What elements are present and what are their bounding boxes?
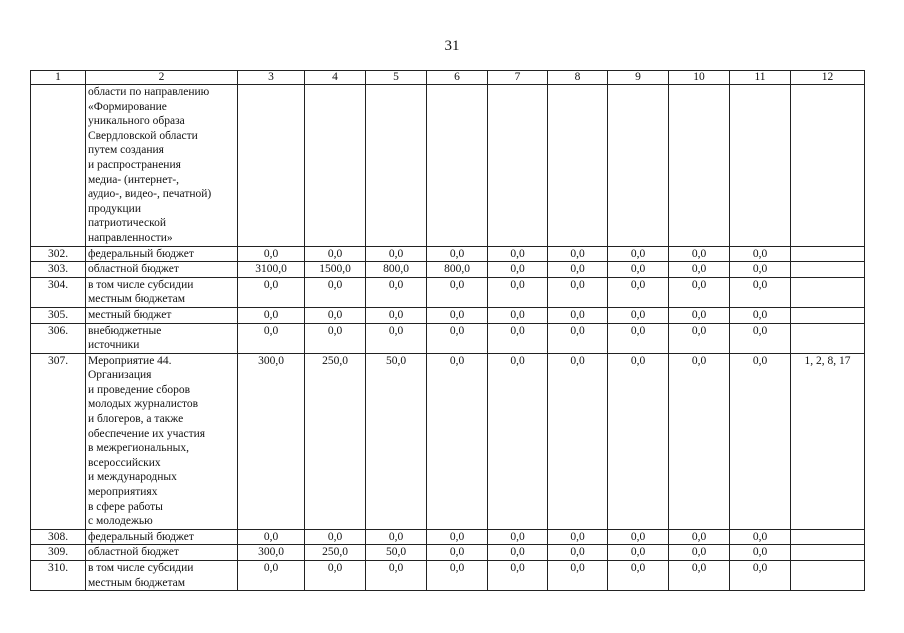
row-number-cell: 306.: [31, 323, 86, 353]
value-cell: 0,0: [305, 323, 366, 353]
column-number-row: [31, 71, 865, 85]
column-number: 12: [791, 71, 865, 85]
table-row: [31, 85, 865, 247]
value-cell: 0,0: [669, 277, 730, 307]
value-cell: 0,0: [488, 246, 548, 262]
row-number-cell: 310.: [31, 561, 86, 591]
value-cell: 0,0: [427, 561, 488, 591]
value-cell: 0,0: [427, 277, 488, 307]
value-cell: 0,0: [730, 262, 791, 278]
value-cell: 3100,0: [238, 262, 305, 278]
targets-cell: [791, 246, 865, 262]
row-name-cell: областной бюджет: [86, 545, 238, 561]
value-cell: 250,0: [305, 353, 366, 529]
table-row: [31, 307, 865, 323]
value-cell: 300,0: [238, 353, 305, 529]
value-cell: 0,0: [548, 353, 608, 529]
row-name-cell: внебюджетные источники: [86, 323, 238, 353]
value-cell: 1500,0: [305, 262, 366, 278]
column-number: 1: [31, 71, 86, 85]
value-cell: 0,0: [366, 246, 427, 262]
value-cell: 0,0: [427, 323, 488, 353]
targets-cell: 1, 2, 8, 17: [791, 353, 865, 529]
value-cell: [548, 85, 608, 247]
value-cell: 800,0: [427, 262, 488, 278]
table-row: [31, 561, 865, 591]
value-cell: [488, 85, 548, 247]
row-name-cell: в том числе субсидии местным бюджетам: [86, 561, 238, 591]
row-name-cell: области по направлению «Формирование уникального образа Свердловской области путем создания и распространения медиа- (интернет-, аудио-, видео-, печатной) продукции патриотической направленности»: [86, 85, 238, 247]
value-cell: 0,0: [366, 529, 427, 545]
value-cell: 0,0: [730, 323, 791, 353]
value-cell: 0,0: [548, 246, 608, 262]
targets-cell: [791, 323, 865, 353]
value-cell: 0,0: [427, 307, 488, 323]
row-number-cell: 308.: [31, 529, 86, 545]
value-cell: 0,0: [608, 529, 669, 545]
row-number-cell: 307.: [31, 353, 86, 529]
value-cell: 0,0: [427, 545, 488, 561]
value-cell: 300,0: [238, 545, 305, 561]
value-cell: 0,0: [488, 561, 548, 591]
value-cell: 0,0: [427, 246, 488, 262]
row-number-cell: 309.: [31, 545, 86, 561]
value-cell: 0,0: [305, 277, 366, 307]
targets-cell: [791, 85, 865, 247]
row-number-cell: 304.: [31, 277, 86, 307]
value-cell: 0,0: [669, 545, 730, 561]
column-number: 7: [488, 71, 548, 85]
row-number-cell: [31, 85, 86, 247]
value-cell: 0,0: [488, 323, 548, 353]
column-number: 3: [238, 71, 305, 85]
targets-cell: [791, 529, 865, 545]
value-cell: 0,0: [548, 307, 608, 323]
table-body: [31, 85, 865, 591]
targets-cell: [791, 277, 865, 307]
targets-cell: [791, 262, 865, 278]
column-number: 8: [548, 71, 608, 85]
column-number: 4: [305, 71, 366, 85]
value-cell: 0,0: [238, 246, 305, 262]
value-cell: 0,0: [608, 323, 669, 353]
value-cell: 0,0: [730, 545, 791, 561]
value-cell: 0,0: [366, 277, 427, 307]
value-cell: 0,0: [730, 246, 791, 262]
value-cell: 0,0: [730, 277, 791, 307]
targets-cell: [791, 561, 865, 591]
value-cell: 0,0: [238, 561, 305, 591]
targets-cell: [791, 545, 865, 561]
value-cell: 0,0: [608, 262, 669, 278]
value-cell: 0,0: [366, 561, 427, 591]
value-cell: 0,0: [488, 307, 548, 323]
budget-table: [30, 70, 865, 591]
column-number: 5: [366, 71, 427, 85]
table-row: [31, 353, 865, 529]
value-cell: 250,0: [305, 545, 366, 561]
value-cell: 0,0: [608, 353, 669, 529]
row-number-cell: 302.: [31, 246, 86, 262]
column-number: 6: [427, 71, 488, 85]
column-number: 10: [669, 71, 730, 85]
row-name-cell: федеральный бюджет: [86, 246, 238, 262]
value-cell: [238, 85, 305, 247]
row-name-cell: областной бюджет: [86, 262, 238, 278]
value-cell: 0,0: [488, 277, 548, 307]
value-cell: 0,0: [669, 323, 730, 353]
value-cell: 0,0: [730, 561, 791, 591]
value-cell: 0,0: [548, 545, 608, 561]
row-name-cell: Мероприятие 44. Организация и проведение сборов молодых журналистов и блогеров, а также обеспечение их участия в межрегиональных, всероссийских и международных мероприятиях в сфере работы с молодежью: [86, 353, 238, 529]
value-cell: 0,0: [488, 529, 548, 545]
value-cell: 0,0: [238, 307, 305, 323]
value-cell: 0,0: [608, 246, 669, 262]
value-cell: 0,0: [548, 323, 608, 353]
column-number: 9: [608, 71, 669, 85]
value-cell: 0,0: [608, 561, 669, 591]
value-cell: [305, 85, 366, 247]
row-name-cell: в том числе субсидии местным бюджетам: [86, 277, 238, 307]
value-cell: [608, 85, 669, 247]
value-cell: 800,0: [366, 262, 427, 278]
value-cell: [669, 85, 730, 247]
value-cell: 0,0: [730, 529, 791, 545]
value-cell: 0,0: [238, 277, 305, 307]
value-cell: 0,0: [305, 561, 366, 591]
row-number-cell: 303.: [31, 262, 86, 278]
value-cell: 0,0: [669, 307, 730, 323]
value-cell: 0,0: [548, 529, 608, 545]
value-cell: 0,0: [669, 262, 730, 278]
value-cell: 0,0: [488, 353, 548, 529]
value-cell: 0,0: [608, 277, 669, 307]
table-row: [31, 277, 865, 307]
value-cell: 0,0: [238, 323, 305, 353]
value-cell: 0,0: [730, 307, 791, 323]
table-row: [31, 323, 865, 353]
value-cell: 0,0: [427, 353, 488, 529]
column-number: 11: [730, 71, 791, 85]
value-cell: 0,0: [427, 529, 488, 545]
row-number-cell: 305.: [31, 307, 86, 323]
value-cell: 50,0: [366, 353, 427, 529]
table-row: [31, 529, 865, 545]
value-cell: 0,0: [608, 307, 669, 323]
value-cell: 50,0: [366, 545, 427, 561]
value-cell: 0,0: [548, 277, 608, 307]
value-cell: 0,0: [669, 246, 730, 262]
row-name-cell: федеральный бюджет: [86, 529, 238, 545]
table-row: [31, 545, 865, 561]
value-cell: 0,0: [608, 545, 669, 561]
value-cell: 0,0: [488, 262, 548, 278]
page-number: 31: [444, 38, 460, 54]
value-cell: 0,0: [305, 307, 366, 323]
value-cell: 0,0: [366, 323, 427, 353]
value-cell: 0,0: [366, 307, 427, 323]
value-cell: 0,0: [669, 561, 730, 591]
value-cell: 0,0: [669, 353, 730, 529]
value-cell: 0,0: [488, 545, 548, 561]
value-cell: 0,0: [305, 246, 366, 262]
value-cell: 0,0: [238, 529, 305, 545]
column-number: 2: [86, 71, 238, 85]
value-cell: 0,0: [305, 529, 366, 545]
table-row: [31, 246, 865, 262]
value-cell: [366, 85, 427, 247]
value-cell: [427, 85, 488, 247]
value-cell: 0,0: [548, 561, 608, 591]
value-cell: 0,0: [548, 262, 608, 278]
row-name-cell: местный бюджет: [86, 307, 238, 323]
value-cell: 0,0: [730, 353, 791, 529]
table-row: [31, 262, 865, 278]
value-cell: [730, 85, 791, 247]
targets-cell: [791, 307, 865, 323]
value-cell: 0,0: [669, 529, 730, 545]
